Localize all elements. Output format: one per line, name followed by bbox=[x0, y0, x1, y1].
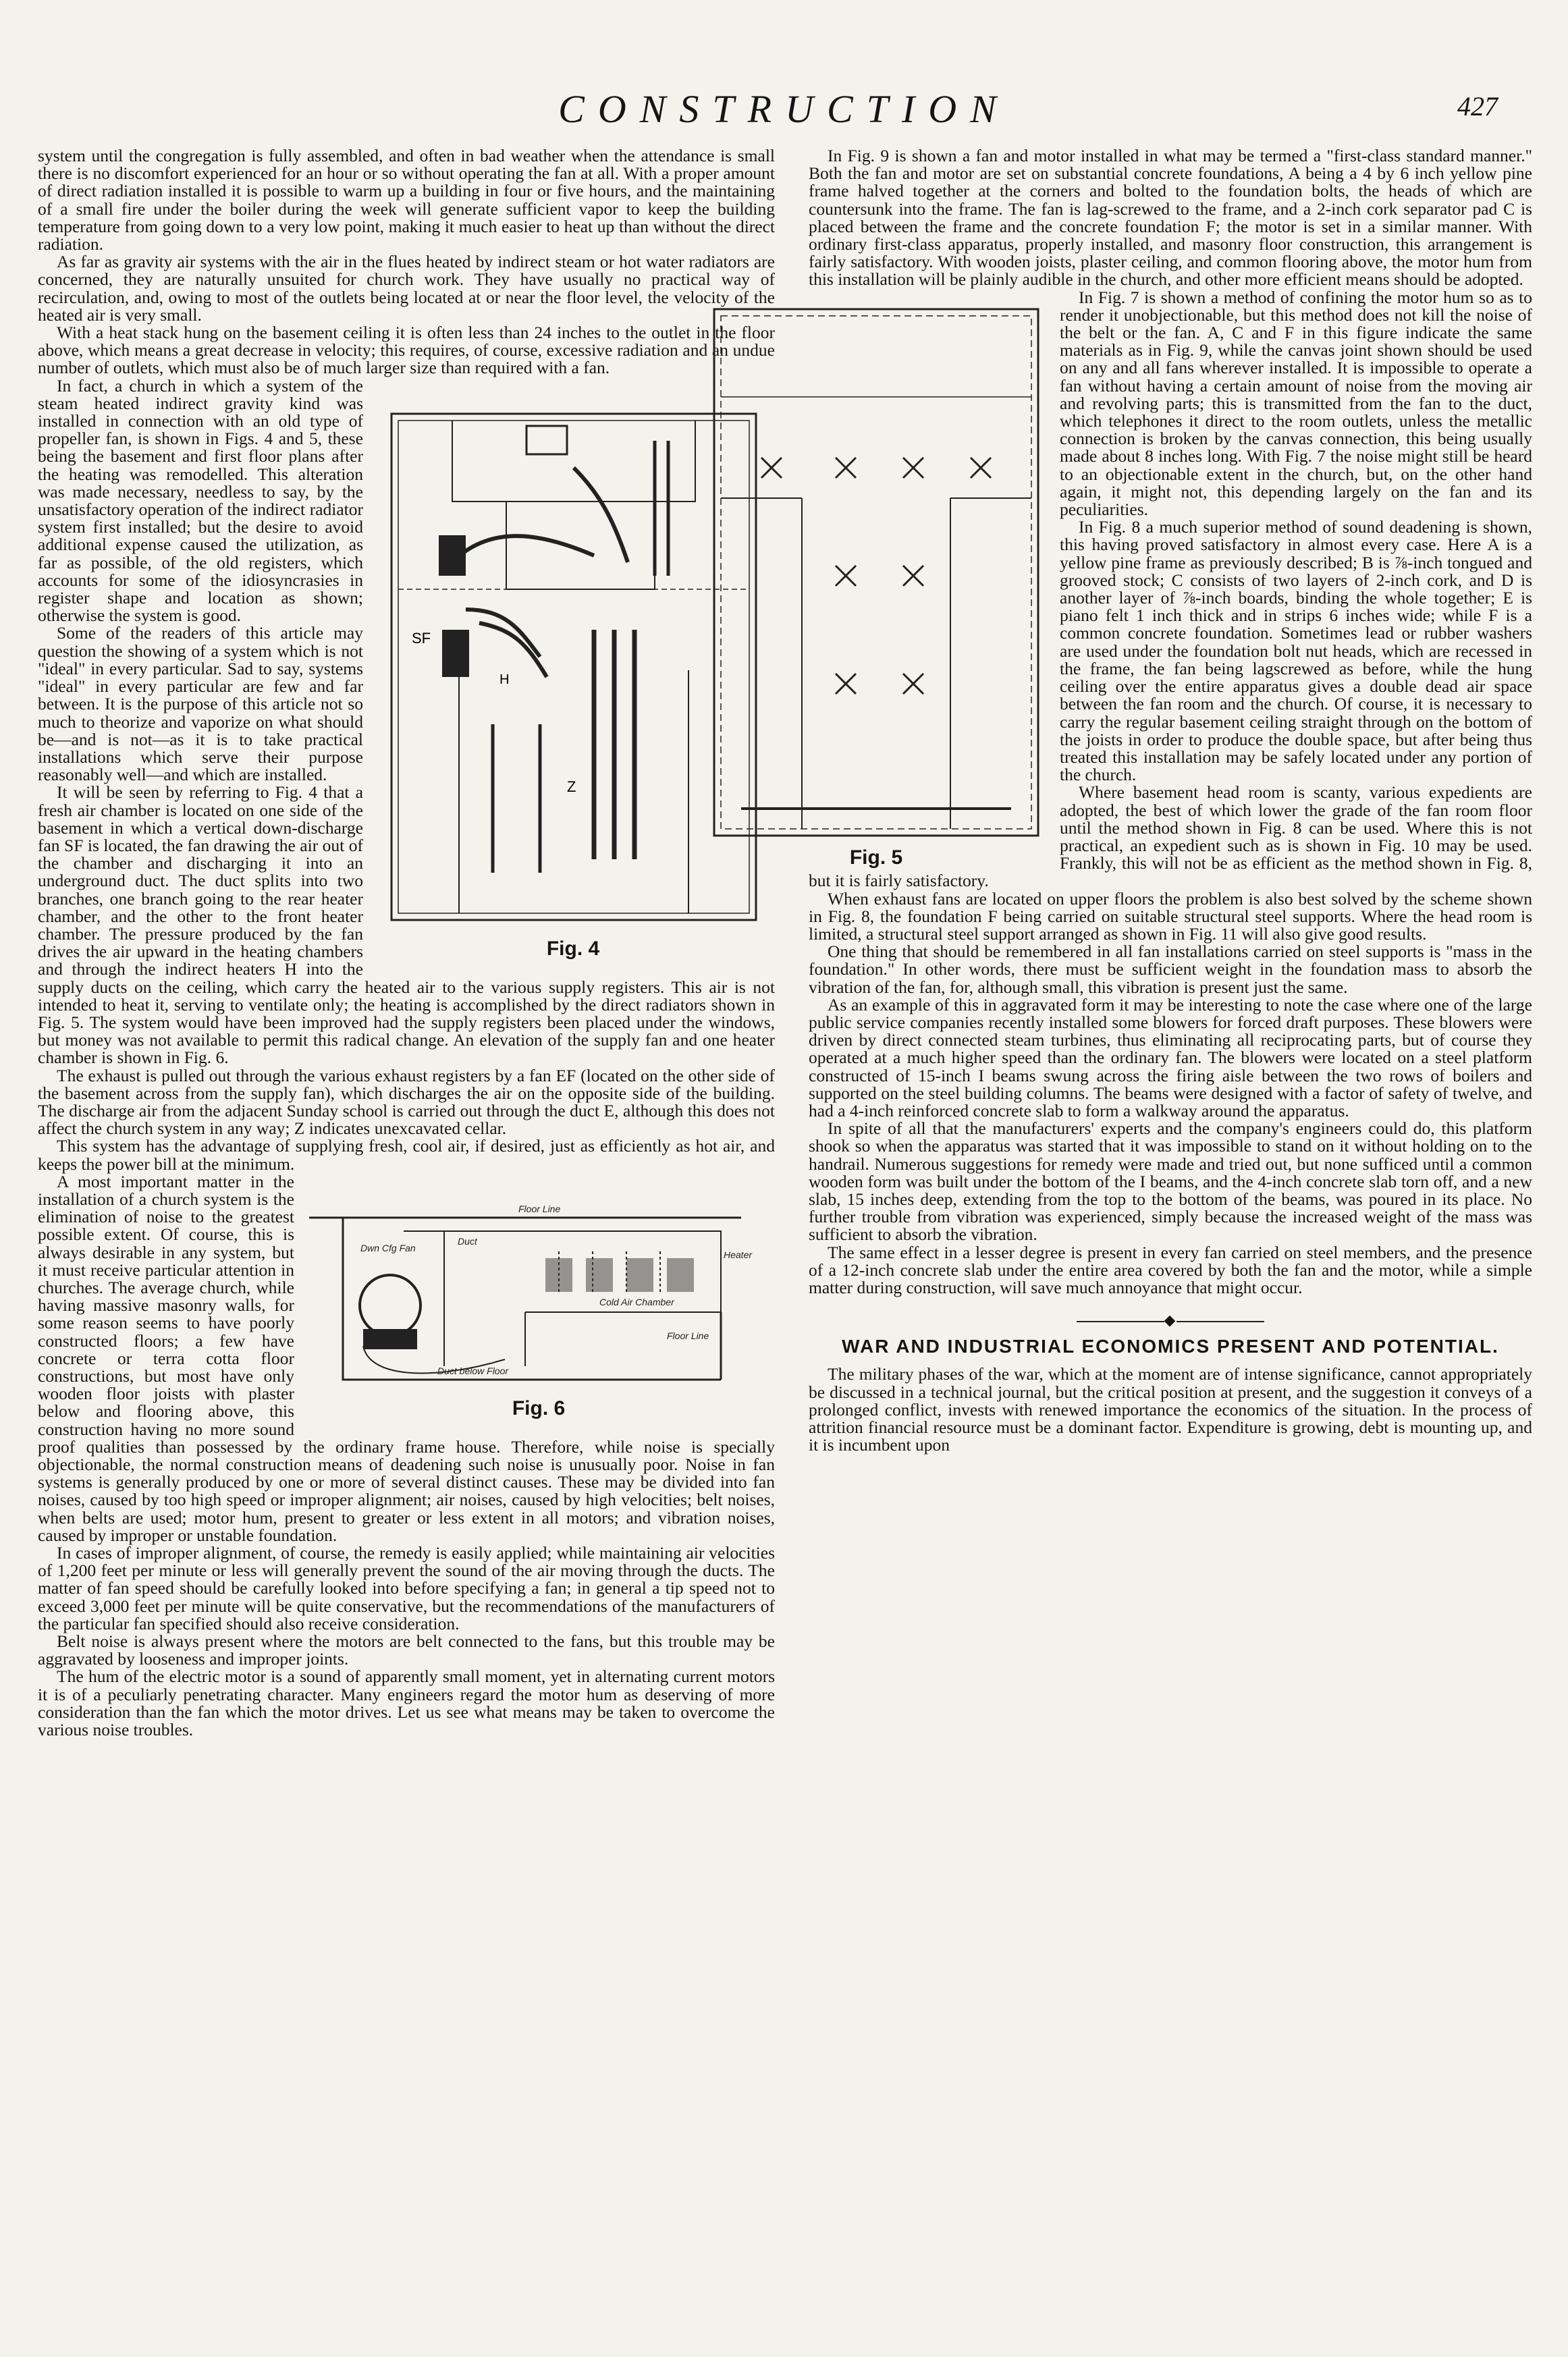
fig6-label-floor-line-right: Floor Line bbox=[667, 1330, 709, 1341]
paragraph: When exhaust fans are located on upper floors the problem is also best solved by the scheme shown in Fig. 8, the foundation F being carried on suitable structural steel supports. Where the head room is limited, a structural steel support arranged as shown in Fig. 11 will also give good results. bbox=[809, 888, 1532, 944]
fig6-elevation-drawing bbox=[302, 1177, 775, 1400]
paragraph: A most important matter in the installation of a church system is the elimination of noise to the greatest possible extent. Of course, this is always desirable in any system, but it must receive particular attention in churches. The average church, while having massive masonry walls, for some reason seems to have poorly constructed floors; a few have concrete or terra cotta floor constructions, but most have only wooden floor joists with plaster below and flooring above, this construction having no more sound proof qualities than possessed by the ordinary frame house. Therefore, while noise is specially objectionable, the normal construction means of deadening such noise is unusually poor. Noise in fan systems is generally produced by one or more of several distinct causes. These may be divided into fan noises, caused by too high speed or improper alignment; air noises, caused by high velocities; belt noises, when belts are used; motor hum, present to greater or less extent in all motors; and vibration noises, caused by improper or unstable foundation. bbox=[38, 1171, 775, 1545]
paragraph: In Fig. 9 is shown a fan and motor installed in what may be termed a "first-class standard manner." Both the fan and motor are set on substantial concrete foundations, A being a 4 by 6 inch yellow pine frame halved together at the corners and bolted to the foundation bolts, the heads of which are countersunk into the frame. The fan is lag-screwed to the frame, and a 2-inch cork separator pad C is placed between the frame and the concrete foundation F; the motor is set in a similar manner. With ordinary first-class apparatus, properly installed, and masonry floor construction, this arrangement is fairly satisfactory. With wooden joists, plaster ceiling, and common flooring above, the motor hum from this installation will be plainly audible in the church, and other more efficient means should be adopted. bbox=[809, 146, 1532, 290]
section-heading: WAR AND INDUSTRIAL ECONOMICS PRESENT AND POTENTIAL. bbox=[842, 1336, 1499, 1357]
paragraph: This system has the advantage of supplying fresh, cool air, if desired, just as efficiently as hot air, and keeps the power bill at the minimum. bbox=[38, 1136, 775, 1174]
journal-title: CONSTRUCTION bbox=[558, 87, 1010, 131]
paragraph: The hum of the electric motor is a sound of apparently small moment, yet in alternating current motors it is of a peculiarly penetrating character. Many engineers regard the motor hum as deserving of more consideration than the fan which the motor drives. Let us see what means may be taken to overcome the various noise troubles. bbox=[38, 1667, 775, 1740]
page-header bbox=[0, 86, 1568, 140]
paragraph: In Fig. 8 a much superior method of sound deadening is shown, this having proved satisfactory in almost every case. Here A is a yellow pine frame as previously described; B is ⅞-inch tongued and grooved stock; C consists of two layers of 2-inch cork, and D is another layer of ⅞-inch boards, binding the whole together; E is piano felt 1 inch thick and in strips 6 inches wide; while F is a common concrete foundation. Sometimes lead or rubber washers are used under the foundation bolt nut heads, which are recessed in the frame, the fan being lagscrewed as before, while the hung ceiling over the entire apparatus gives a double dead air space between the fan room and the church. Of course, it is necessary to carry the regular basement ceiling straight through on the bottom of the joists in order to produce the double space, but after being thus treated this installation may be safely located under any portion of the church. bbox=[1060, 517, 1532, 785]
fig4-label-sf: SF bbox=[412, 629, 431, 647]
left-column bbox=[38, 147, 775, 1739]
fig6-label-heater: Heater bbox=[724, 1249, 753, 1260]
fig4-label-h: H bbox=[499, 672, 510, 687]
paragraph: In Fig. 7 is shown a method of confining the motor hum so as to render it unobjectionable, but this method does not kill the noise of the belt or the fan. A, C and F in this figure indicate the same materials as in Fig. 9, while the canvas joint shown should be used on any and all fans wherever installed. It is impossible to operate a fan without having a certain amount of noise from the moving air and revolving parts; this is transmitted from the fan to the duct, which telephones it direct to the room outlets, unless the metallic connection is broken by the canvas connection, this being usually made about 8 inches long. With Fig. 7 the noise might still be heard to an objectionable extent in the church, but, on the other hand again, it might not, this depending largely on the fan and its peculiarities. bbox=[1060, 287, 1532, 520]
fig6-label-floor-line: Floor Line bbox=[518, 1203, 561, 1214]
paragraph: The military phases of the war, which at the moment are of intense significance, cannot appropriately be discussed in a technical journal, but the critical position at present, and the suggestion it conveys of a prolonged conflict, invests with renewed importance the economics of the situation. In the process of attrition financial resource must be a dominant factor. Expenditure is growing, debt is mounting up, and it is incumbent upon bbox=[809, 1364, 1532, 1455]
paragraph: One thing that should be remembered in all fan installations carried on steel supports is "mass in the foundation." In other words, there must be sufficient weight in the foundation mass to absorb the vibration of the fan, for, although small, this vibration is present just the same. bbox=[809, 942, 1532, 997]
fig6-label-duct-below-floor: Duct below Floor bbox=[437, 1365, 509, 1376]
figure-5 bbox=[701, 296, 1052, 867]
fig5-caption: Fig. 5 bbox=[849, 846, 903, 869]
paragraph: The exhaust is pulled out through the various exhaust registers by a fan EF (located on the other side of the basement across from the supply fan), which discharges the air on the opposite side of the building. The discharge air from the adjacent Sunday school is carried out through the duct E, although this does not affect the church system in any way; Z indicates unexcavated cellar. bbox=[38, 1065, 775, 1139]
paragraph: In cases of improper alignment, of course, the remedy is easily applied; while maintaining air velocities of 1,200 feet per minute or less will generally prevent the sound of the air moving through the ducts. The matter of fan speed should be carefully looked into before specifying a fan; in general a tip speed not to exceed 3,000 feet per minute will be quite conservative, but the recommendations of the manufacturers of the particular fan specified should also receive consideration. bbox=[38, 1543, 775, 1633]
paragraph: In spite of all that the manufacturers' experts and the company's engineers could do, this platform shook so when the apparatus was started that it was impossible to stand on it without holding on to the handrail. Numerous suggestions for remedy were made and tried out, but none sufficed until a common wooden form was built under the bottom of the I beams, and the 4-inch concrete slab torn off, and a new slab, 15 inches deep, extending from the top to the bottom of the beams, was poured in its place. No further trouble from vibration was experienced, simply because the increased weight of the mass was sufficient to absorb the vibration. bbox=[809, 1118, 1532, 1245]
fig4-label-z: Z bbox=[567, 778, 576, 795]
fig5-plan-drawing bbox=[701, 296, 1052, 849]
paragraph: In fact, a church in which a system of the steam heated indirect gravity kind was installed in connection with an old type of propeller fan, is shown in Figs. 4 and 5, these being the basement and first floor plans after the heating was remodelled. This alteration was made necessary, needless to say, by the unsatisfactory operation of the indirect radiator system first installed; but the desire to avoid additional expense caused the utilization, as far as possible, of the old registers, which accounts for some of the idiosyncrasies in register shape and location as shown; otherwise the system is good. bbox=[38, 375, 363, 626]
right-column bbox=[809, 147, 1532, 1454]
page-number: 427 bbox=[1457, 91, 1498, 121]
fig6-label-fan: Dwn Cfg Fan bbox=[360, 1242, 416, 1253]
fig6-caption: Fig. 6 bbox=[512, 1397, 566, 1419]
fig4-caption: Fig. 4 bbox=[546, 937, 600, 960]
figure-6 bbox=[302, 1177, 775, 1417]
section-divider: ◆ bbox=[809, 1311, 1532, 1329]
paragraph: Some of the readers of this article may question the showing of a system which is not "ideal" in every particular. Sad to say, systems "ideal" in every particular are few and far between. It is the purpose of this article not so much to theorize and vaporize on what should be—and is not—as it is to take practical installations which serve their purpose reasonably well—and which are installed. bbox=[38, 623, 363, 785]
paragraph: As an example of this in aggravated form it may be interesting to note the case where one of the large public service companies recently installed some blowers for forced draft purposes. These blowers were driven by direct connected steam turbines, thus eliminating all reciprocating parts, but of course they operated at a much higher speed than the ordinary fan. The blowers were located on a steel platform constructed of 15-inch I beams swung across the firing aisle between the two rows of boilers and supported on the steel building columns. The beams were designed with a factor of safety of twelve, and had a 4-inch reinforced concrete slab to form a walkway around the apparatus. bbox=[809, 994, 1532, 1120]
paragraph: With a heat stack hung on the basement ceiling it is often less than 24 inches to the outlet in the floor above, which means a great decrease in velocity; this requires, of course, excessive radiation and an undue number of outlets, which must also be of much larger size than required with a fan. bbox=[38, 323, 775, 378]
paragraph: Belt noise is always present where the motors are belt connected to the fans, but this trouble may be aggravated by looseness and improper joints. bbox=[38, 1631, 775, 1669]
fig6-label-duct: Duct bbox=[458, 1235, 477, 1247]
fig6-label-cold-air-chamber: Cold Air Chamber bbox=[599, 1296, 674, 1307]
paragraph: It will be seen by referring to Fig. 4 that a fresh air chamber is located on one side of the basement in which a vertical down-discharge fan SF is located, the fan drawing the air out of the chamber and discharging it into an underground duct. The duct splits into two branches, one branch going to the rear heater chamber, and the other to the front heater chamber. The pressure produced by the fan drives the air upward in the heating chambers and through the indirect heaters H into the supply ducts on the ceiling, which carry the heated air to the various supply registers. This air is not intended to heat it, serving to ventilate only; the heating is accomplished by the direct radiators shown in Fig. 5. The system would have been improved had the supply registers been placed under the windows, but money was not available to permit this radical change. An elevation of the supply fan and one heater chamber is shown in Fig. 6. bbox=[38, 782, 775, 1068]
paragraph: As far as gravity air systems with the air in the flues heated by indirect steam or hot water radiators are concerned, they are naturally unsuited for church work. They have usually no practical way of recirculation, and, owing to most of the outlets being located at or near the floor level, the velocity of the heated air is very small. bbox=[38, 252, 775, 325]
paragraph: The same effect in a lesser degree is present in every fan carried on steel members, and the presence of a 12-inch concrete slab under the entire area covered by both the fan and the motor, while a simple matter during construction, will save much annoyance that might occur. bbox=[809, 1242, 1532, 1297]
paragraph: Where basement head room is scanty, various expedients are adopted, the best of which lower the grade of the fan room floor until the method shown in Fig. 8 can be used. Where this is not practical, an expedient such as is shown in Fig. 10 may be used. Frankly, this will not be as efficient as the method shown in Fig. 8, but it is fairly satisfactory. bbox=[809, 782, 1532, 891]
paragraph: system until the congregation is fully assembled, and often in bad weather when the attendance is small there is no discomfort experienced for an hour or so without operating the fan at all. With a proper amount of direct radiation installed it is possible to warm up a building in four or five hours, and the maintaining of a small fire under the boiler during the week will generate sufficient vapor to keep the building temperature from going down to a very low point, making it much easier to heat up than without the direct radiation. bbox=[38, 146, 775, 254]
